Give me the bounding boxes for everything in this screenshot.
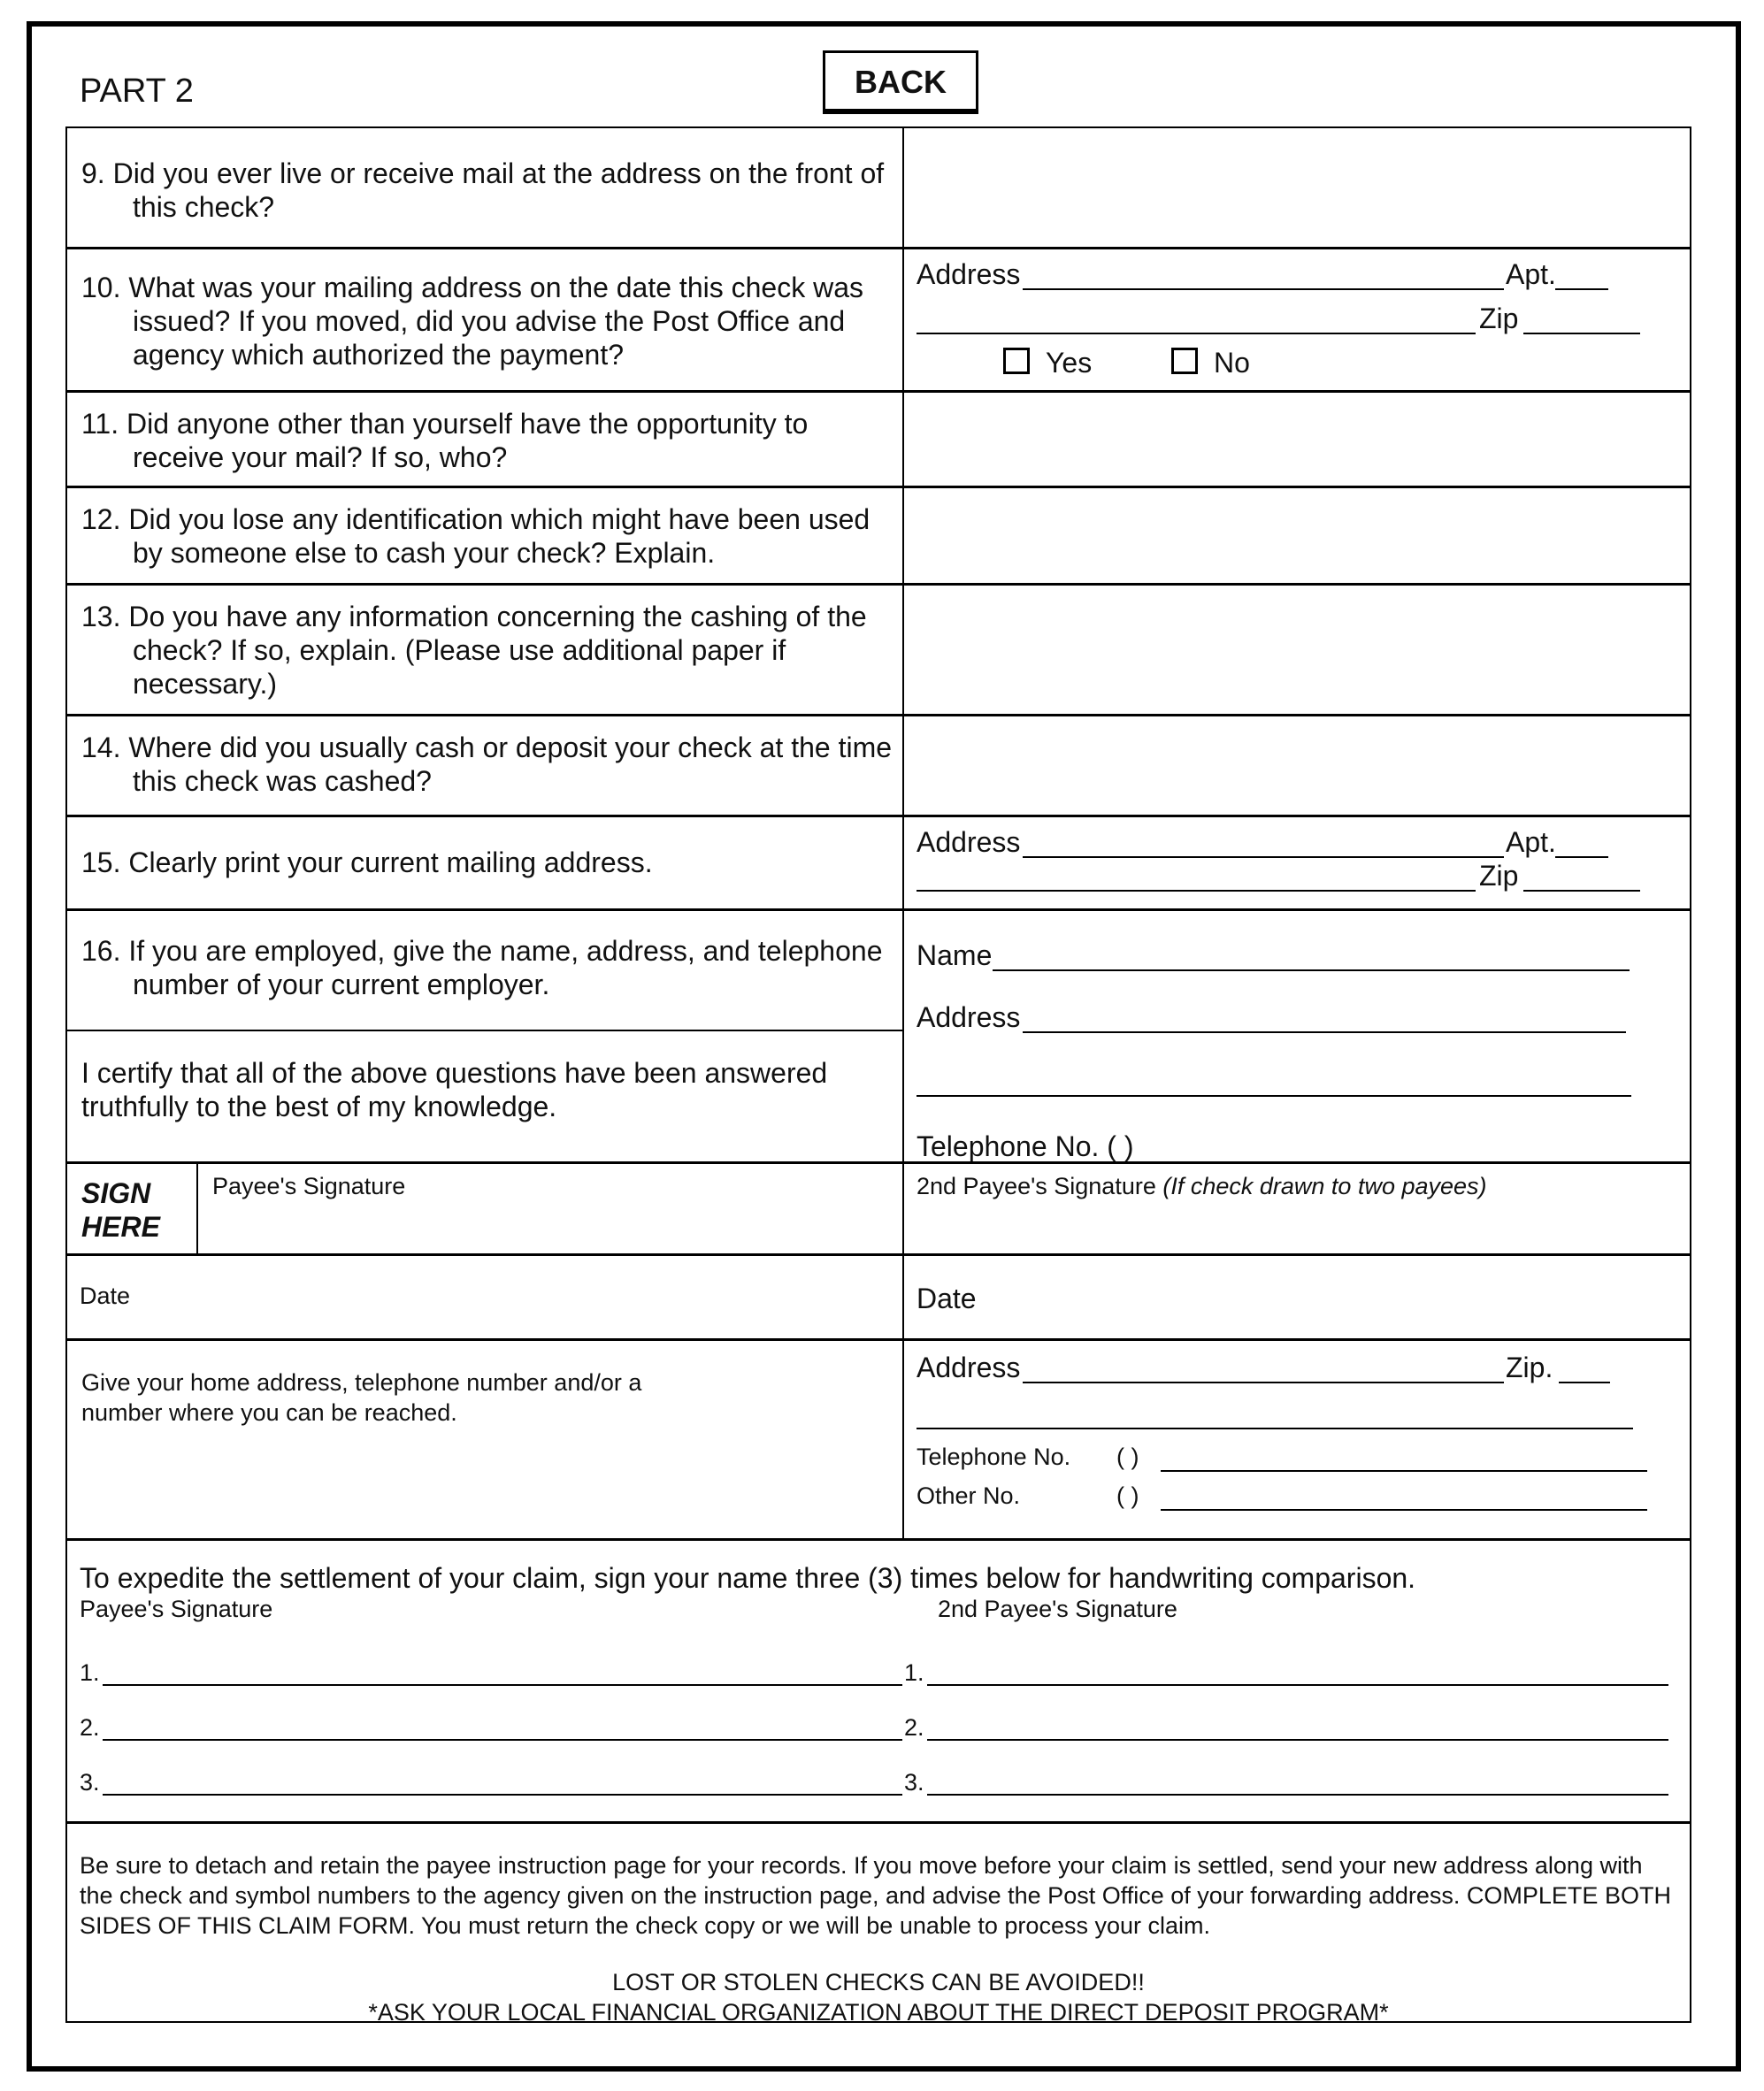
- footer-instructions: Be sure to detach and retain the payee instruction page for your records. If you move before your claim is settled, send your new address along with the check and symbol numbers to the agency given on the instruction page, and advise the Post Office of your forwarding address. COMPLETE BOTH SIDES OF THIS CLAIM FORM. You must return the check copy or we will be unable to process your claim.: [80, 1852, 1671, 1939]
- second-payee-signature-label: 2nd Payee's Signature: [938, 1596, 1177, 1622]
- answer-14[interactable]: [904, 716, 1690, 815]
- sign-here-label: SIGN HERE: [67, 1164, 198, 1253]
- question-15: 15. Clearly print your current mailing address.: [81, 846, 653, 878]
- payee-signature-label: Payee's Signature: [80, 1596, 273, 1622]
- footer-warning: LOST OR STOLEN CHECKS CAN BE AVOIDED!!: [612, 1969, 1145, 1995]
- home-telephone-field[interactable]: [1161, 1470, 1647, 1472]
- address-label: Address: [917, 1352, 1021, 1383]
- other-number-label: Other No.: [917, 1482, 1021, 1509]
- row-handwriting: [67, 1538, 1690, 1821]
- second-payee-signature-field[interactable]: 2nd Payee's Signature (If check drawn to two payees): [917, 1173, 1487, 1199]
- certify-text: I certify that all of the above questions have been answered truthfully to the best of my knowledge.: [81, 1057, 828, 1122]
- employer-telephone-field[interactable]: Telephone No. ( ): [917, 1130, 1134, 1162]
- address-label: Address: [917, 1001, 1021, 1033]
- back-label: BACK: [823, 50, 978, 114]
- current-address-field[interactable]: [1023, 856, 1504, 858]
- apt-label: Apt.: [1506, 258, 1556, 290]
- row-q14: [67, 714, 1690, 815]
- address-label: Address: [917, 826, 1021, 858]
- footer-direct-deposit: *ASK YOUR LOCAL FINANCIAL ORGANIZATION ABOUT THE DIRECT DEPOSIT PROGRAM*: [368, 1999, 1389, 2026]
- row-q16: [67, 908, 1690, 1161]
- second-payee-sample-3[interactable]: [927, 1794, 1668, 1796]
- home-address-line2[interactable]: [917, 1428, 1633, 1429]
- question-13: 13. Do you have any information concerning the cashing of the check? If so, explain. (Please use additional paper if necessary.): [81, 601, 867, 700]
- row-q12: [67, 486, 1690, 583]
- payee-signature-field[interactable]: Payee's Signature: [212, 1173, 406, 1199]
- current-zip-field[interactable]: [1523, 890, 1640, 892]
- row-footer: [67, 1821, 1690, 2025]
- question-14: 14. Where did you usually cash or deposit your check at the time this check was cashed?: [81, 731, 893, 797]
- zip-label: Zip: [1479, 303, 1519, 334]
- zip-label: Zip.: [1506, 1352, 1553, 1383]
- line-number: 3.: [904, 1769, 924, 1796]
- current-address-line2[interactable]: [917, 890, 1476, 892]
- apt-field[interactable]: [1555, 288, 1608, 290]
- row-signatures: [67, 1161, 1690, 1253]
- employer-address-field[interactable]: [1023, 1031, 1626, 1033]
- claim-table: [65, 126, 1691, 2026]
- yes-checkbox[interactable]: Yes: [1003, 347, 1092, 379]
- address-field[interactable]: [1023, 288, 1504, 290]
- line-number: 2.: [904, 1714, 924, 1741]
- question-10: 10. What was your mailing address on the date this check was issued? If you moved, did you advise the Post Office and agency which authorized the payment?: [81, 272, 863, 371]
- home-zip-field[interactable]: [1559, 1382, 1610, 1383]
- answer-13[interactable]: [904, 586, 1690, 714]
- answer-11[interactable]: [904, 393, 1690, 486]
- no-checkbox[interactable]: No: [1171, 347, 1250, 379]
- payee-date-field[interactable]: Date: [80, 1283, 131, 1309]
- line-number: 3.: [80, 1769, 100, 1796]
- zip-field[interactable]: [1523, 333, 1640, 334]
- expedite-title: To expedite the settlement of your claim, sign your name three (3) times below for handwriting comparison.: [80, 1562, 1416, 1594]
- row-q10: [67, 247, 1690, 390]
- area-code: ( ): [1116, 1482, 1139, 1509]
- row-q13: [67, 583, 1690, 714]
- home-address-instructions: Give your home address, telephone number and/or a number where you can be reached.: [81, 1369, 642, 1426]
- second-payee-sample-2[interactable]: [927, 1739, 1668, 1741]
- second-payee-sample-1[interactable]: [927, 1684, 1668, 1686]
- question-9: 9. Did you ever live or receive mail at the address on the front of this check?: [81, 157, 885, 223]
- address-label: Address: [917, 258, 1021, 290]
- line-number: 1.: [904, 1659, 924, 1686]
- name-label: Name: [917, 939, 993, 971]
- part-label: PART 2: [80, 73, 194, 110]
- question-16: 16. If you are employed, give the name, address, and telephone number of your current employer.: [81, 935, 883, 1000]
- payee-sample-3[interactable]: [103, 1794, 902, 1796]
- payee-sample-1[interactable]: [103, 1684, 902, 1686]
- employer-name-field[interactable]: [993, 969, 1630, 971]
- zip-label: Zip: [1479, 860, 1519, 892]
- row-home-address: [67, 1338, 1690, 1538]
- question-12: 12. Did you lose any identification which might have been used by someone else to cash your check? Explain.: [81, 503, 870, 569]
- other-number-field[interactable]: [1161, 1509, 1647, 1511]
- answer-12[interactable]: [904, 488, 1690, 583]
- employer-address-line2[interactable]: [917, 1095, 1631, 1097]
- row-dates: [67, 1253, 1690, 1338]
- row-q15: [67, 815, 1690, 908]
- line-number: 1.: [80, 1659, 100, 1686]
- row-q11: [67, 390, 1690, 486]
- line-number: 2.: [80, 1714, 100, 1741]
- question-11: 11. Did anyone other than yourself have the opportunity to receive your mail? If so, who?: [81, 408, 809, 473]
- answer-9[interactable]: [904, 128, 1690, 247]
- second-payee-date-field[interactable]: Date: [917, 1283, 977, 1314]
- telephone-label: Telephone No.: [917, 1444, 1071, 1470]
- apt-label: Apt.: [1506, 826, 1556, 858]
- home-address-field[interactable]: [1023, 1382, 1504, 1383]
- row-q9: [67, 128, 1690, 247]
- payee-sample-2[interactable]: [103, 1739, 902, 1741]
- current-apt-field[interactable]: [1555, 856, 1608, 858]
- area-code: ( ): [1116, 1444, 1139, 1470]
- address-line2-field[interactable]: [917, 333, 1476, 334]
